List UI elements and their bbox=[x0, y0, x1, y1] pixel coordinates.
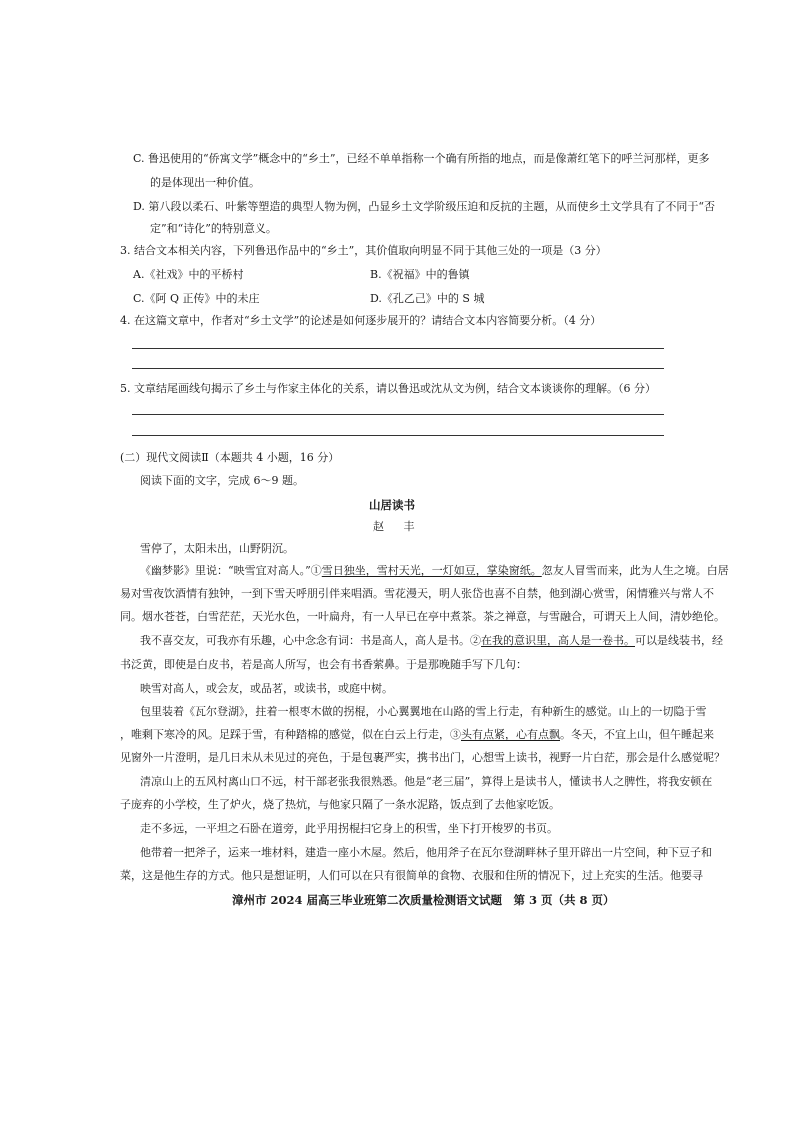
question-3-stem: 3. 结合文本相关内容，下列鲁迅作品中的“乡土”，其价值取向明显不同于其他三处的一项是（3 分） bbox=[120, 244, 607, 257]
paragraph: 包里装着《瓦尔登湖》，拄着一根枣木做的拐棍，小心翼翼地在山路的雪上行走，有种新生的感觉。山上的一切隐于雪 bbox=[140, 705, 707, 718]
paragraph: 雪停了，太阳未出，山野阴沉。 bbox=[140, 542, 294, 555]
question-4-stem: 4. 在这篇文章中，作者对“乡土文学”的论述是如何逐步展开的？请结合文本内容简要分析。（4 分） bbox=[120, 314, 602, 327]
answer-line bbox=[132, 368, 664, 369]
question-3-option-d: D.《孔乙己》中的 S 城 bbox=[370, 292, 485, 305]
paragraph-line: 同。烟水苍苍，白雪茫茫，天光水色，一叶扁舟，有一人早已在亭中煮茶。茶之禅意，与雪融合，可谓天上人间，清妙绝伦。 bbox=[120, 610, 725, 623]
paragraph: 走不多远，一平坦之石卧在道旁，此乎用拐棍扫它身上的积雪，坐下打开梭罗的书页。 bbox=[140, 822, 558, 835]
text-segment: 《幽梦影》里说：“映雪宜对高人。”① bbox=[140, 564, 322, 577]
question-3-option-a: A.《社戏》中的平桥村 bbox=[133, 268, 244, 281]
paragraph: 他带着一把斧子，运来一堆材料，建造一座小木屋。然后，他用斧子在瓦尔登湖畔林子里开辟出一片空间，种下豆子和 bbox=[140, 846, 712, 859]
option-c-line1: C. 鲁迅使用的“侨寓文学”概念中的“乡土”，已经不单单指称一个确有所指的地点，而是像萧红笔下的呼兰河那样，更多 bbox=[133, 152, 710, 165]
option-d-line2: 定”和“诗化”的特别意义。 bbox=[150, 222, 277, 235]
option-d-line1: D. 第八段以柔石、叶紫等塑造的典型人物为例，凸显乡土文学阶级压迫和反抗的主题，从而使乡土文学具有了不同于“否 bbox=[133, 200, 716, 213]
text-segment: 可以是线装书，经 bbox=[635, 634, 723, 647]
question-3-option-c: C.《阿 Q 正传》中的未庄 bbox=[133, 292, 260, 305]
option-c-line2: 的是体现出一种价值。 bbox=[150, 176, 260, 189]
passage-title: 山居读书 bbox=[369, 498, 415, 512]
paragraph bbox=[140, 564, 729, 578]
paragraph-line bbox=[120, 728, 714, 742]
question-3-option-b: B.《祝福》中的鲁镇 bbox=[370, 268, 470, 281]
passage-author: 赵 丰 bbox=[373, 520, 423, 533]
paragraph-line: 见窗外一片澄明，是几日未从未见过的亮色，于是包裹严实，携书出门，心想雪上读书，视野一片白茫，那会是什么感觉呢？ bbox=[120, 751, 725, 764]
paragraph-line: 子庞弃的小学校，生了炉火，烧了热炕，与他家只隔了一条水泥路，饭点到了去他家吃饭。 bbox=[120, 798, 560, 811]
text-segment: ，唯剩下寒冷的风。足踩于雪，有种踏棉的感觉，似在白云上行走，③ bbox=[120, 728, 461, 741]
underlined-sentence-2: 在我的意识里，高人是一卷书。 bbox=[481, 634, 635, 647]
text-segment: 我不喜交友，可我亦有乐趣，心中念念有词：书是高人，高人是书。② bbox=[140, 634, 481, 647]
answer-line bbox=[132, 414, 664, 415]
underlined-sentence-3: 头有点紧，心有点飘 bbox=[461, 728, 560, 741]
section-heading: (二）现代文阅读Ⅱ（本题共 4 小题，16 分） bbox=[120, 451, 340, 464]
paragraph-line: 菜，这是他生存的方式。他只是想证明，人们可以在只有很简单的食物、衣服和住所的情况下，过上充实的生活。他要寻 bbox=[120, 869, 703, 882]
poem-line: 映雪对高人，或会友，或品茗，或读书，或庭中树。 bbox=[140, 682, 393, 695]
question-5-stem: 5. 文章结尾画线句揭示了乡土与作家主体化的关系，请以鲁迅或沈从文为例，结合文本谈谈你的理解。（6 分） bbox=[120, 382, 656, 395]
page-footer: 漳州市 2024 届高三毕业班第二次质量检测语文试题 第 3 页（共 8 页） bbox=[232, 893, 615, 907]
text-segment: 。冬天，不宜上山，但午睡起来 bbox=[560, 728, 714, 741]
answer-line bbox=[132, 435, 664, 436]
underlined-sentence-1: 雪日独坐，雪村天光，一灯如豆，掌染窗纸。 bbox=[321, 564, 542, 577]
paragraph bbox=[140, 634, 723, 648]
paragraph-line: 书泛黄，即使是白皮书，若是高人所写，也会有书香萦鼻。于是那晚随手写下几句： bbox=[120, 658, 527, 671]
text-segment: 忽友人冒雪而来，此为人生之境。白居 bbox=[541, 564, 729, 577]
answer-line bbox=[132, 348, 664, 349]
paragraph: 清凉山上的五风村离山口不远，村干部老张我很熟悉。他是“老三届”，算得上是读书人，懂读书人之脾性，将我安顿在 bbox=[140, 775, 713, 788]
section-instruction: 阅读下面的文字，完成 6～9 题。 bbox=[140, 474, 304, 487]
paragraph-line: 易对雪夜饮酒情有独钟，一到下雪天呼朋引伴来唱酒。雪花漫天，明人张岱也喜不自禁，他到湖心赏雪，闲情雅兴与常人不 bbox=[120, 587, 714, 600]
